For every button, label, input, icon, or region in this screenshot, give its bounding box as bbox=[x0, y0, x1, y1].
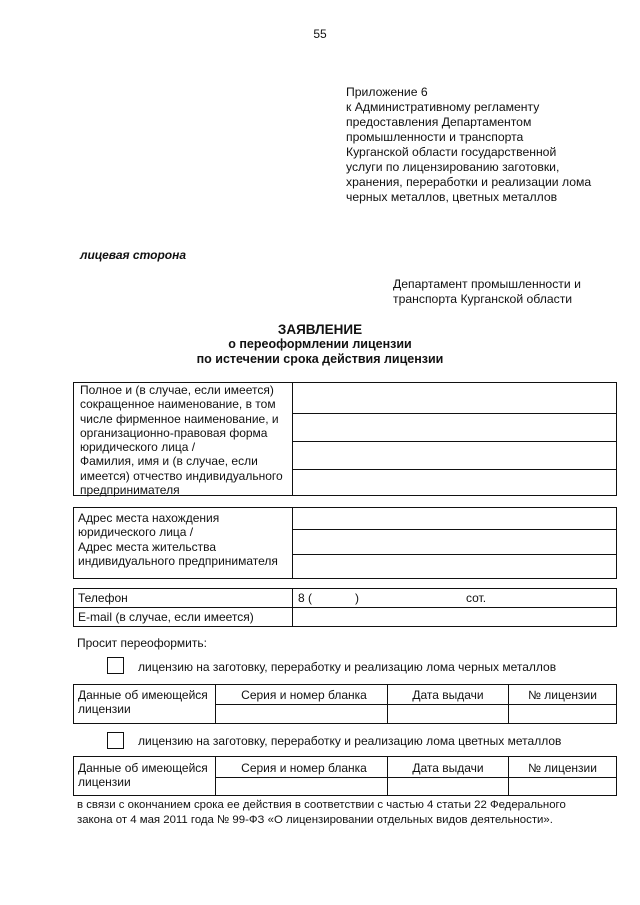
document-title bbox=[0, 322, 640, 367]
phone-label: Телефон bbox=[78, 591, 128, 605]
applicant-name-field-1[interactable] bbox=[293, 383, 616, 413]
nonferrous-col-series: Серия и номер бланка bbox=[241, 761, 367, 775]
applicant-name-field-2[interactable] bbox=[293, 414, 616, 441]
appendix-line: к Административному регламенту bbox=[346, 100, 540, 114]
appendix-line: Приложение 6 bbox=[346, 85, 428, 99]
addressee-line: Департамент промышленности и bbox=[393, 277, 581, 291]
side-label: лицевая сторона bbox=[80, 248, 187, 262]
title-line: о переоформлении лицензии bbox=[228, 337, 412, 351]
applicant-name-field-3[interactable] bbox=[293, 442, 616, 469]
addressee bbox=[393, 277, 581, 307]
nonferrous-checkbox[interactable] bbox=[107, 732, 124, 749]
phone-close: ) bbox=[355, 591, 359, 605]
phone-suffix: сот. bbox=[466, 591, 487, 605]
applicant-name-field-4[interactable] bbox=[293, 470, 616, 495]
ferrous-series-field[interactable] bbox=[216, 705, 387, 723]
nonferrous-number-field[interactable] bbox=[509, 778, 616, 795]
ferrous-date-field[interactable] bbox=[388, 705, 508, 723]
ferrous-checkbox-label: лицензию на заготовку, переработку и реализацию лома черных металлов bbox=[138, 660, 557, 674]
appendix-line: Курганской области государственной bbox=[346, 145, 557, 159]
nonferrous-col-number: № лицензии bbox=[528, 761, 597, 775]
appendix-line: услуги по лицензированию заготовки, bbox=[346, 160, 560, 174]
nonferrous-row-label: Данные об имеющейся лицензии bbox=[78, 761, 208, 789]
address-block bbox=[73, 507, 617, 579]
nonferrous-series-field[interactable] bbox=[216, 778, 387, 795]
nonferrous-date-field[interactable] bbox=[388, 778, 508, 795]
phone-prefix: 8 ( bbox=[298, 591, 313, 605]
ferrous-checkbox[interactable] bbox=[107, 657, 124, 674]
phone-field[interactable] bbox=[293, 589, 616, 607]
appendix-line: хранения, переработки и реализации лома bbox=[346, 175, 592, 189]
ferrous-number-field[interactable] bbox=[509, 705, 616, 723]
applicant-name-label: Полное и (в случае, если имеется) сокращенное наименование, в том числе фирменное наименование, и организационно-правовая форма юридического лица / Фамилия, имя и (в случае, если имеется) отчество индивидуального предпринимателя bbox=[80, 383, 283, 498]
appendix-line: черных металлов, цветных металлов bbox=[346, 190, 558, 204]
legal-basis-text: в связи с окончанием срока ее действия в соответствии с частью 4 статьи 22 Федерального закона от 4 мая 2011 года № 99-ФЗ «О лицензировании отдельных видов деятельности». bbox=[77, 799, 566, 826]
nonferrous-license-table bbox=[73, 756, 617, 796]
nonferrous-col-date: Дата выдачи bbox=[412, 761, 484, 775]
request-label: Просит переоформить: bbox=[77, 636, 207, 650]
ferrous-col-series: Серия и номер бланка bbox=[241, 688, 367, 702]
nonferrous-checkbox-label: лицензию на заготовку, переработку и реализацию лома цветных металлов bbox=[138, 734, 562, 748]
title-line: по истечении срока действия лицензии bbox=[196, 352, 444, 366]
address-label: Адрес места нахождения юридического лица / Адрес места жительства индивидуального предпринимателя bbox=[78, 511, 278, 568]
ferrous-row-label: Данные об имеющейся лицензии bbox=[78, 688, 208, 716]
addressee-line: транспорта Курганской области bbox=[393, 292, 573, 306]
appendix-line: промышленности и транспорта bbox=[346, 130, 524, 144]
address-field-1[interactable] bbox=[293, 508, 616, 529]
contacts-block bbox=[73, 588, 617, 627]
ferrous-license-table bbox=[73, 684, 617, 724]
email-label: E-mail (в случае, если имеется) bbox=[78, 610, 254, 624]
ferrous-col-number: № лицензии bbox=[528, 688, 597, 702]
address-field-3[interactable] bbox=[293, 555, 616, 578]
page-number: 55 bbox=[313, 27, 327, 41]
title-line: ЗАЯВЛЕНИЕ bbox=[277, 322, 363, 337]
ferrous-col-date: Дата выдачи bbox=[412, 688, 484, 702]
appendix-line: предоставления Департаментом bbox=[346, 115, 532, 129]
address-field-2[interactable] bbox=[293, 530, 616, 554]
appendix-header bbox=[346, 85, 606, 205]
email-field[interactable] bbox=[293, 608, 616, 626]
applicant-name-block bbox=[73, 382, 617, 496]
